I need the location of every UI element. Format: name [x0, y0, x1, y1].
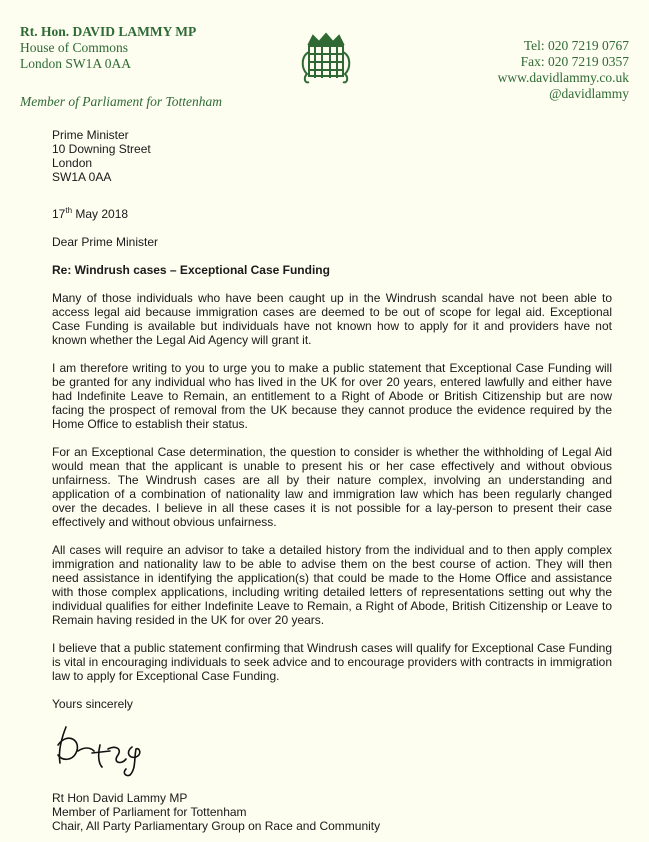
letterhead-right [498, 38, 629, 102]
closing: Yours sincerely [52, 697, 133, 711]
letter-date [52, 204, 612, 221]
date-rest: May 2018 [72, 207, 129, 221]
recipient-line-1: Prime Minister [52, 128, 129, 142]
date-suffix: th [65, 206, 73, 215]
signature-image [52, 723, 162, 779]
signatory-name: Rt Hon David Lammy MP [52, 791, 188, 805]
paragraph-4: All cases will require an advisor to take a detailed history from the individual and to then apply complex immigration and nationality law to be able to advise them on the best course of action. They will then need assistance in identifying the application(s) that could be made to the Home Office and assistance with those complex applications, including writing detailed letters of representations setting out why the individual qualifies for either Indefinite Leave to Remain, a Right of Abode, British Citizenship or Leave to Remain having resided in the UK for over 20 years. [52, 543, 612, 627]
paragraph-2: I am therefore writing to you to urge you to make a public statement that Exceptional Case Funding will be granted for any individual who has lived in the UK for over 20 years, entered lawfully and either have had Indefinite Leave to Remain, an entitlement to a Right of Abode or British Citizenship but are now facing the prospect of removal from the UK because they cannot produce the evidence required by the Home Office to establish their status. [52, 361, 612, 431]
mp-name: Rt. Hon. DAVID LAMMY MP [20, 24, 197, 39]
date-day: 17 [52, 207, 66, 221]
social-handle[interactable]: @davidlammy [549, 86, 629, 101]
fax-number: Fax: 020 7219 0357 [520, 54, 629, 69]
subject-line: Re: Windrush cases – Exceptional Case Funding [52, 263, 330, 277]
tel-number: Tel: 020 7219 0767 [523, 38, 629, 53]
recipient-line-3: London [52, 156, 93, 170]
recipient-address [52, 128, 612, 184]
paragraph-5: I believe that a public statement confirming that Windrush cases will qualify for Exceptional Case Funding is vital in encouraging individuals to seek advice and to encourage providers with contracts in immigration law to apply for Exceptional Case Funding. [52, 641, 612, 683]
website-link[interactable]: www.davidlammy.co.uk [497, 70, 629, 85]
office-line-2: London SW1A 0AA [20, 56, 131, 71]
signatory-role: Member of Parliament for Tottenham [52, 805, 247, 819]
salutation: Dear Prime Minister [52, 235, 159, 249]
recipient-line-2: 10 Downing Street [52, 142, 151, 156]
letterhead-left [20, 24, 222, 110]
signatory-block [52, 791, 612, 833]
office-line-1: House of Commons [20, 40, 128, 55]
recipient-line-4: SW1A 0AA [52, 170, 112, 184]
member-line: Member of Parliament for Tottenham [20, 94, 222, 109]
portcullis-icon [299, 30, 353, 86]
letter-body [52, 128, 612, 833]
paragraph-3: For an Exceptional Case determination, the question to consider is whether the withholding of Legal Aid would mean that the applicant is unable to present his or her case effectively and without obvious unfairness. The Windrush cases are all by their nature complex, involving an understanding and application of a combination of nationality law and immigration law which has been regularly changed over the decades. I believe in all these cases it is not possible for a lay-person to present their case effectively and without obvious unfairness. [52, 445, 612, 529]
signatory-chair: Chair, All Party Parliamentary Group on Race and Community [52, 819, 381, 833]
paragraph-1: Many of those individuals who have been caught up in the Windrush scandal have not been able to access legal aid because immigration cases are deemed to be out of scope for legal aid. Exceptional Case Funding is available but individuals have not known how to apply for it and providers have not known whether the Legal Aid Agency will grant it. [52, 291, 612, 347]
